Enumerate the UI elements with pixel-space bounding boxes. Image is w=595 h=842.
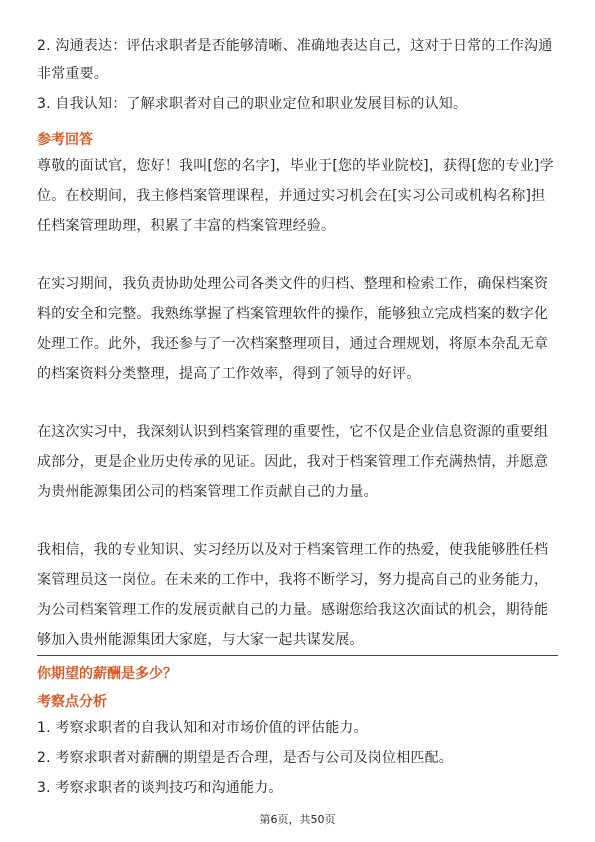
paragraph-4-line-3: 为公司档案管理工作的发展贡献自己的力量。感谢您给我这次面试的机会，期待能 — [37, 602, 549, 618]
paragraph-2-line-3: 处理工作。此外，我还参与了一次档案整理项目，通过合理规划，将原本杂乱无章 — [37, 336, 549, 352]
paragraph-2-line-2: 料的安全和完整。我熟练掌握了档案管理软件的操作，能够独立完成档案的数字化 — [37, 306, 549, 322]
question-heading: 你期望的薪酬是多少？ — [37, 666, 177, 682]
section-divider — [37, 655, 558, 656]
paragraph-4-line-1: 我相信，我的专业知识、实习经历以及对于档案管理工作的热爱，使我能够胜任档 — [37, 542, 549, 558]
page-number-footer: 第6页，共50页 — [259, 813, 336, 826]
paragraph-1-line-3: 任档案管理助理，积累了丰富的档案管理经验。 — [37, 218, 336, 234]
analysis-heading: 考察点分析 — [37, 694, 107, 710]
top-list-item-3: 3. 自我认知：了解求职者对自己的职业定位和职业发展目标的认知。 — [37, 96, 468, 112]
paragraph-3-line-2: 成部分，更是企业历史传承的见证。因此，我对于档案管理工作充满热情，并愿意 — [37, 454, 549, 470]
analysis-list-item-1: 1. 考察求职者的自我认知和对市场价值的评估能力。 — [37, 720, 368, 736]
paragraph-3-line-3: 为贵州能源集团公司的档案管理工作贡献自己的力量。 — [37, 484, 378, 500]
answer-heading: 参考回答 — [37, 132, 93, 148]
paragraph-4-line-4: 够加入贵州能源集团大家庭，与大家一起共谋发展。 — [37, 632, 364, 648]
paragraph-2-line-1: 在实习期间，我负责协助处理公司各类文件的归档、整理和检索工作，确保档案资 — [37, 276, 549, 292]
paragraph-2-line-4: 的档案资料分类整理，提高了工作效率，得到了领导的好评。 — [37, 366, 421, 382]
top-list-item-2-line-1: 2. 沟通表达：评估求职者是否能够清晰、准确地表达自己，这对于日常的工作沟通 — [37, 38, 553, 54]
paragraph-4-line-2: 案管理员这一岗位。在未来的工作中，我将不断学习，努力提高自己的业务能力， — [37, 572, 549, 588]
paragraph-1-line-2: 位。在校期间，我主修档案管理课程，并通过实习机会在[实习公司或机构名称]担 — [37, 188, 546, 204]
analysis-list-item-3: 3. 考察求职者的谈判技巧和沟通能力。 — [37, 780, 283, 796]
analysis-list-item-2: 2. 考察求职者对薪酬的期望是否合理，是否与公司及岗位相匹配。 — [37, 750, 454, 766]
paragraph-1-line-1: 尊敬的面试官，您好！我叫[您的名字]，毕业于[您的毕业院校]，获得[您的专业]学 — [37, 158, 554, 174]
paragraph-3-line-1: 在这次实习中，我深刻认识到档案管理的重要性，它不仅是企业信息资源的重要组 — [37, 424, 549, 440]
top-list-item-2-line-2: 非常重要。 — [37, 66, 108, 82]
